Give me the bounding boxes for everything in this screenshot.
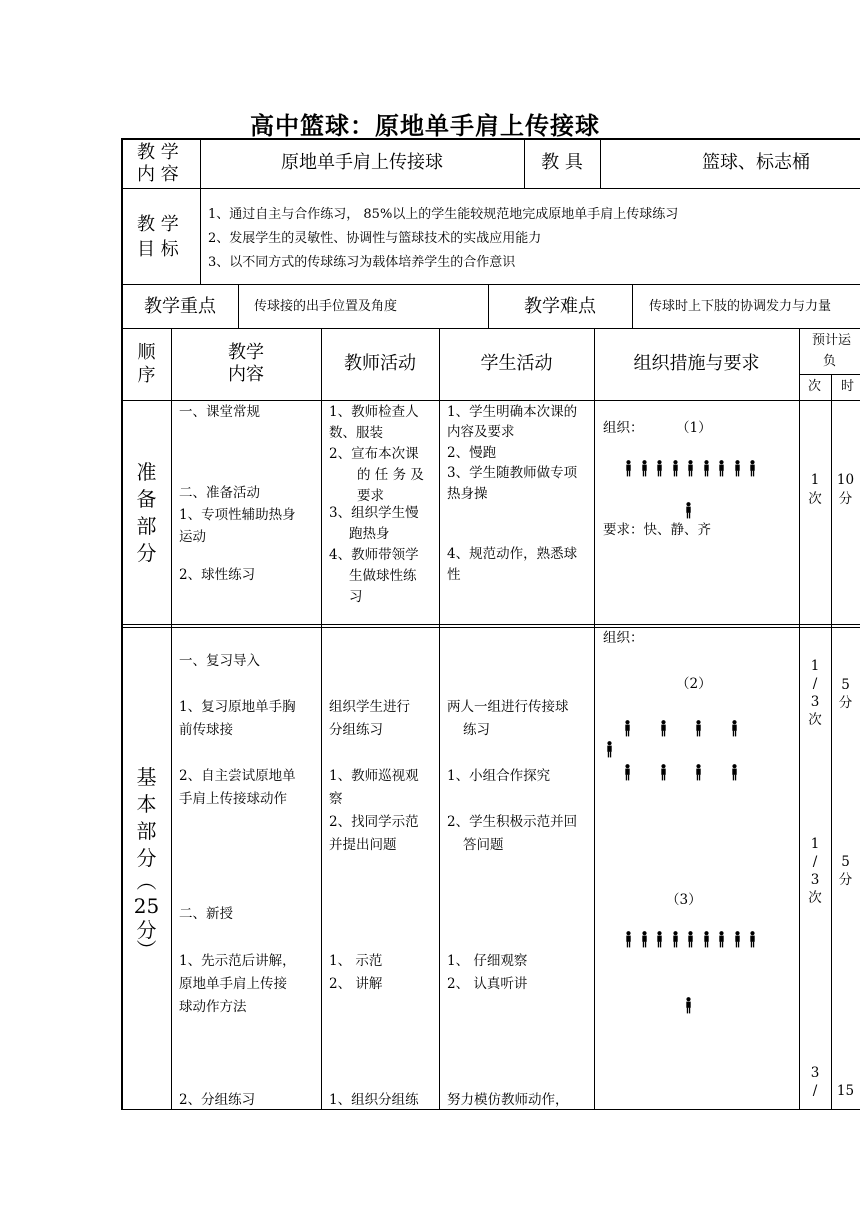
student-figure [624,764,631,782]
page-title: 高中篮球：原地单手肩上传接球 [250,111,600,140]
basic-count-3: 3 / [810,1065,820,1099]
student-figure [687,460,694,478]
teacher-figure [685,502,692,520]
content-label-bottom: 内 容 [137,164,179,185]
student-figure [718,460,725,478]
header-order-bottom: 序 [137,365,156,386]
student-figure [641,931,648,949]
header-content-bottom: 内容 [228,364,264,385]
student-figure [660,720,667,738]
student-figure [687,931,694,949]
header-times: 次 [808,379,822,394]
student-figure [731,764,738,782]
teacher-figure [606,741,613,759]
student-figure [660,764,667,782]
goal-2: 2、发展学生的灵敏性、协调性与篮球技术的实战应用能力 [208,231,542,246]
header-org: 组织措施与要求 [633,353,760,374]
student-figure [731,720,738,738]
student-figure [718,931,725,949]
tools-label: 教 具 [541,152,583,173]
student-figure [695,720,702,738]
header-content-top: 教学 [228,342,264,363]
student-figure [672,931,679,949]
basic-duration-3: 15 [836,1083,855,1099]
student-figure [624,720,631,738]
content-label-top: 教 学 [137,142,179,163]
header-order-top: 顺 [137,342,156,363]
difficulty-label: 教学难点 [524,296,596,317]
student-figure [625,460,632,478]
student-figure [672,460,679,478]
header-time: 时 [841,379,855,394]
header-load-top: 预计运 [812,333,852,348]
teacher-figure [685,997,692,1015]
goal-3: 3、以不同方式的传球练习为载体培养学生的合作意识 [208,255,516,270]
basic-count-1: 1 / 3 次 [808,658,822,728]
prep-count: 1 次 [808,472,822,507]
header-student: 学生活动 [480,353,553,374]
basic-count-2: 1 / 3 次 [808,836,822,906]
student-figure [695,764,702,782]
student-figure [734,460,741,478]
basic-duration-1: 5 分 [838,677,853,711]
goal-label-top: 教 学 [137,214,179,235]
student-figure [703,460,710,478]
tools-value: 篮球、标志桶 [702,152,810,173]
student-figure [641,460,648,478]
difficulty: 传球时上下肢的协调发力与力量 [649,299,832,314]
student-figure [749,460,756,478]
student-figure [749,931,756,949]
goal-1: 1、通过自主与合作练习， 85%以上的学生能较规范地完成原地单手肩上传球练习 [208,207,679,222]
student-figure [656,931,663,949]
prep-duration: 10 分 [836,472,855,507]
key-point-label: 教学重点 [144,296,216,317]
student-figure [734,931,741,949]
student-figure [625,931,632,949]
student-figure [703,931,710,949]
goal-label-bottom: 目 标 [137,239,179,260]
header-teacher: 教师活动 [344,353,416,374]
student-figure [656,460,663,478]
key-point: 传球接的出手位置及角度 [254,299,398,314]
lesson-content: 原地单手肩上传接球 [281,152,443,173]
header-load-bottom: 负 [823,354,837,369]
basic-duration-2: 5 分 [838,854,853,888]
